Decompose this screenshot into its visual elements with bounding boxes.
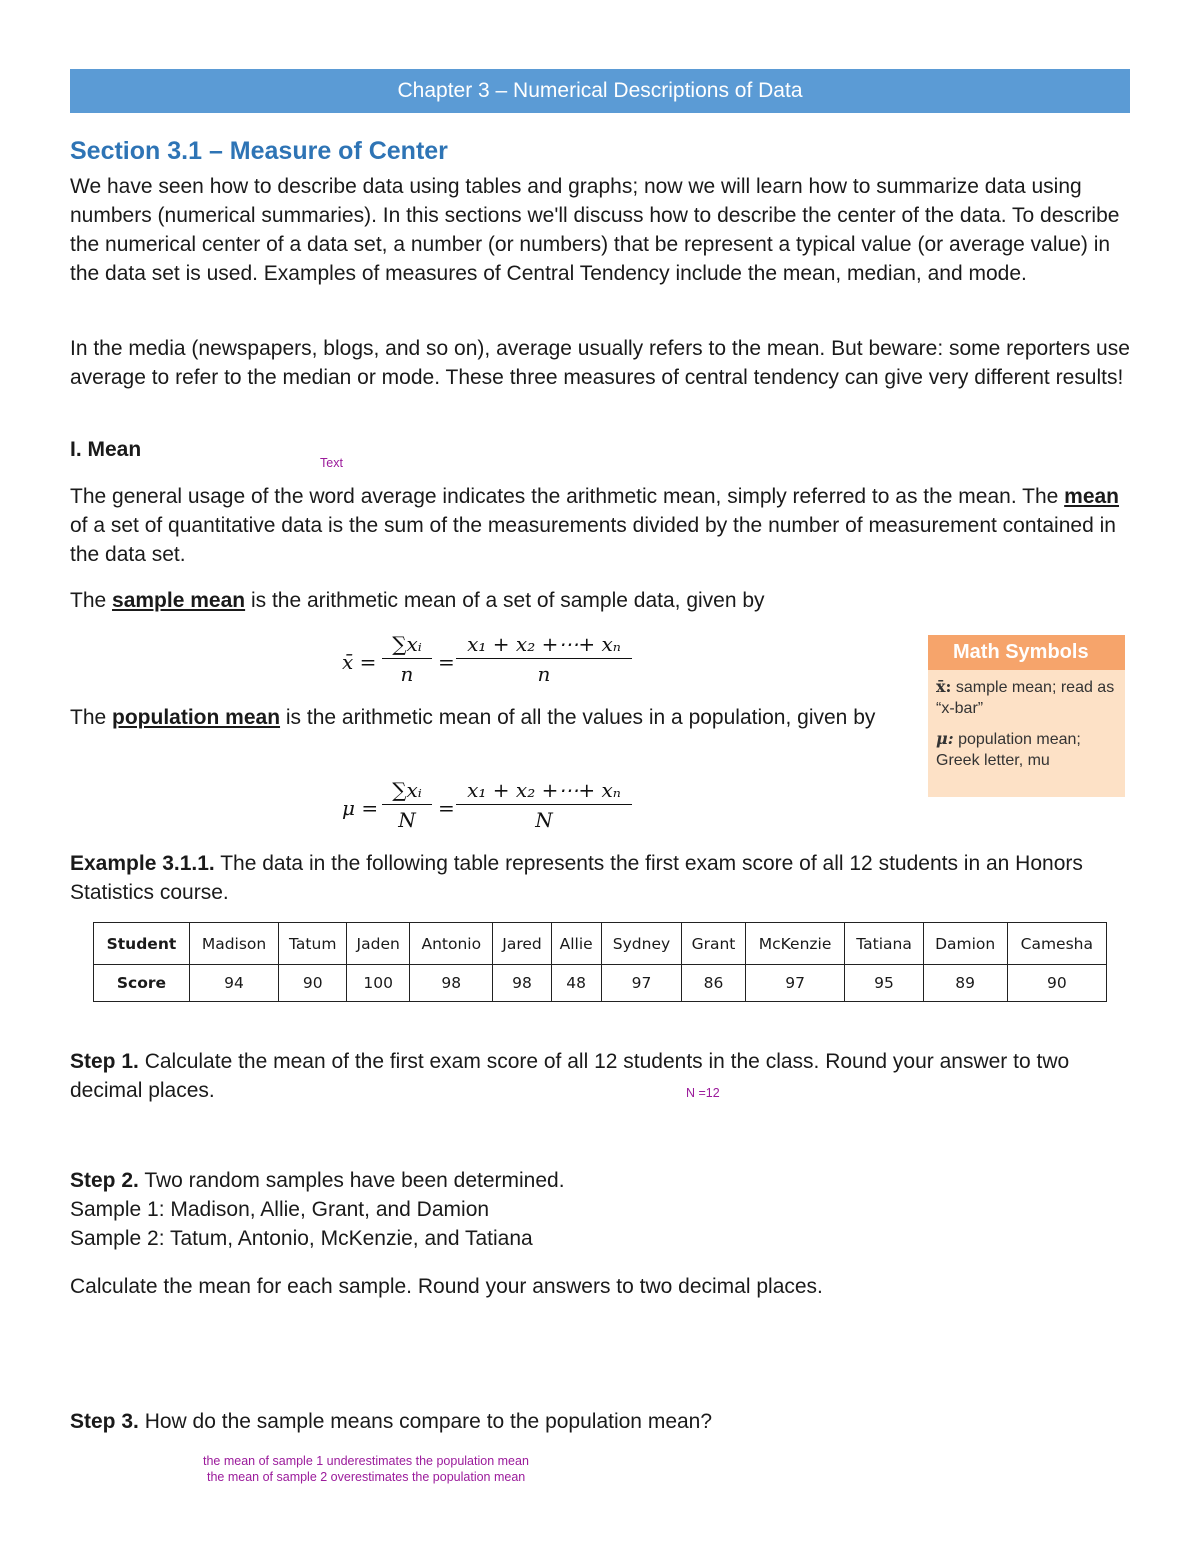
example-text: The data in the following table represents the first exam score of all 12 students in an Honors Statistics course. — [70, 852, 1083, 904]
student-cell: Allie — [551, 923, 601, 965]
xbar-text: sample mean; read as “x-bar” — [936, 679, 1115, 717]
sample-mean-before: The — [70, 589, 113, 612]
score-cell: 48 — [551, 965, 601, 1002]
score-cell: 97 — [601, 965, 682, 1002]
student-cell: Grant — [682, 923, 746, 965]
sample-sum-denominator: n — [382, 658, 432, 686]
population-mean-after: is the arithmetic mean of all the values in a population, given by — [280, 706, 876, 729]
step1-text: Calculate the mean of the first exam score of all 12 students in the class. Round your answer to two decimal places. — [70, 1050, 1070, 1102]
population-sum-fraction — [382, 778, 432, 832]
step3-paragraph — [70, 1407, 1135, 1436]
math-symbols-box — [928, 635, 1125, 797]
student-cell: Camesha — [1007, 923, 1106, 965]
student-cell: Tatiana — [845, 923, 923, 965]
score-cell: 89 — [923, 965, 1007, 1002]
population-sum-numerator: ∑xᵢ — [392, 778, 422, 802]
sample-expanded-denominator: n — [456, 658, 632, 686]
population-mean-sentence — [70, 703, 900, 732]
math-symbols-body — [928, 670, 1125, 771]
student-row — [94, 923, 1107, 965]
sample-expanded-fraction — [456, 632, 632, 686]
step1-label: Step 1. — [70, 1050, 139, 1073]
mean-definition-before: The general usage of the word average indicates the arithmetic mean, simply referred to as the mean. The — [70, 485, 1065, 508]
population-mean-term: population mean — [112, 706, 281, 729]
text-annotation: Text — [320, 456, 343, 470]
sample-mean-formula — [340, 632, 640, 692]
step2-label: Step 2. — [70, 1169, 139, 1192]
step3-answer-1: the mean of sample 1 underestimates the population mean — [203, 1454, 529, 1468]
population-mean-formula — [340, 778, 640, 838]
population-formula-eq: = — [438, 796, 455, 820]
intro-paragraph: We have seen how to describe data using tables and graphs; now we will learn how to summarize data using numbers (numerical summaries). In this sections we'll discuss how to describe the center of the data. To describe the numerical center of a data set, a number (or numbers) that be represent a typical value (or average value) in the data set is used. Examples of measures of Central Tendency include the mean, median, and mode. — [70, 175, 1120, 285]
mean-definition-after: of a set of quantitative data is the sum of the measurements divided by the number of measurement contained in the data set. — [70, 514, 1116, 566]
xbar-symbol: x̄: — [936, 677, 952, 696]
step1-paragraph — [70, 1047, 1135, 1105]
sample-mean-term: sample mean — [112, 589, 246, 612]
mean-definition — [70, 482, 1135, 569]
mu-symbol: μ: — [936, 729, 954, 748]
score-cell: 86 — [682, 965, 746, 1002]
scores-table — [93, 922, 1107, 1002]
sample-mean-sentence — [70, 586, 1135, 615]
score-cell: 98 — [493, 965, 551, 1002]
example-paragraph — [70, 849, 1135, 907]
step2-paragraph — [70, 1166, 1135, 1195]
student-cell: Antonio — [410, 923, 493, 965]
n-annotation: N =12 — [686, 1086, 720, 1100]
mean-term: mean — [1064, 485, 1120, 508]
chapter-title: Chapter 3 – Numerical Descriptions of Data — [397, 79, 803, 102]
student-cell: Madison — [189, 923, 278, 965]
sample2-line: Sample 2: Tatum, Antonio, McKenzie, and Tatiana — [70, 1227, 533, 1250]
mu-definition — [936, 728, 1115, 771]
score-cell: 94 — [189, 965, 278, 1002]
population-expanded-denominator: N — [456, 804, 632, 832]
population-mean-before: The — [70, 706, 113, 729]
sample1-line: Sample 1: Madison, Allie, Grant, and Damion — [70, 1198, 490, 1221]
sample-expanded-numerator: x₁ + x₂ +⋯+ xₙ — [467, 632, 621, 656]
score-cell: 95 — [845, 965, 923, 1002]
step3-answer-2: the mean of sample 2 overestimates the population mean — [207, 1470, 526, 1484]
score-cell: 90 — [1007, 965, 1106, 1002]
sample-sum-numerator: ∑xᵢ — [392, 632, 422, 656]
student-cell: Tatum — [279, 923, 347, 965]
sample-mean-after: is the arithmetic mean of a set of sample data, given by — [245, 589, 765, 612]
student-cell: Jared — [493, 923, 551, 965]
score-row-header: Score — [94, 965, 190, 1002]
media-paragraph: In the media (newspapers, blogs, and so on), average usually refers to the mean. But beware: some reporters use average to refer to the median or mode. These three measures of central tendency can give very different results! — [70, 337, 1130, 389]
sample-sum-fraction — [382, 632, 432, 686]
sample-formula-lhs: x̄ = — [342, 650, 377, 674]
score-cell: 98 — [410, 965, 493, 1002]
step2-instruction: Calculate the mean for each sample. Round your answers to two decimal places. — [70, 1275, 823, 1298]
student-cell: McKenzie — [745, 923, 845, 965]
score-cell: 97 — [745, 965, 845, 1002]
student-cell: Jaden — [347, 923, 410, 965]
mu-text: population mean; Greek letter, mu — [936, 731, 1081, 769]
student-row-header: Student — [94, 923, 190, 965]
section-title: Section 3.1 – Measure of Center — [70, 137, 448, 165]
score-row — [94, 965, 1107, 1002]
score-cell: 100 — [347, 965, 410, 1002]
xbar-definition — [936, 676, 1115, 719]
math-symbols-title: Math Symbols — [928, 635, 1125, 670]
step2-text: Two random samples have been determined. — [138, 1169, 565, 1192]
population-sum-denominator: N — [382, 804, 432, 832]
population-expanded-fraction — [456, 778, 632, 832]
example-label: Example 3.1.1. — [70, 852, 215, 875]
population-formula-lhs: μ = — [342, 796, 379, 820]
score-cell: 90 — [279, 965, 347, 1002]
mean-heading: I. Mean — [70, 438, 142, 461]
step3-text: How do the sample means compare to the population mean? — [138, 1410, 713, 1433]
student-cell: Sydney — [601, 923, 682, 965]
step3-label: Step 3. — [70, 1410, 139, 1433]
population-expanded-numerator: x₁ + x₂ +⋯+ xₙ — [467, 778, 621, 802]
sample-formula-eq: = — [438, 650, 455, 674]
student-cell: Damion — [923, 923, 1007, 965]
chapter-banner — [70, 69, 1130, 113]
